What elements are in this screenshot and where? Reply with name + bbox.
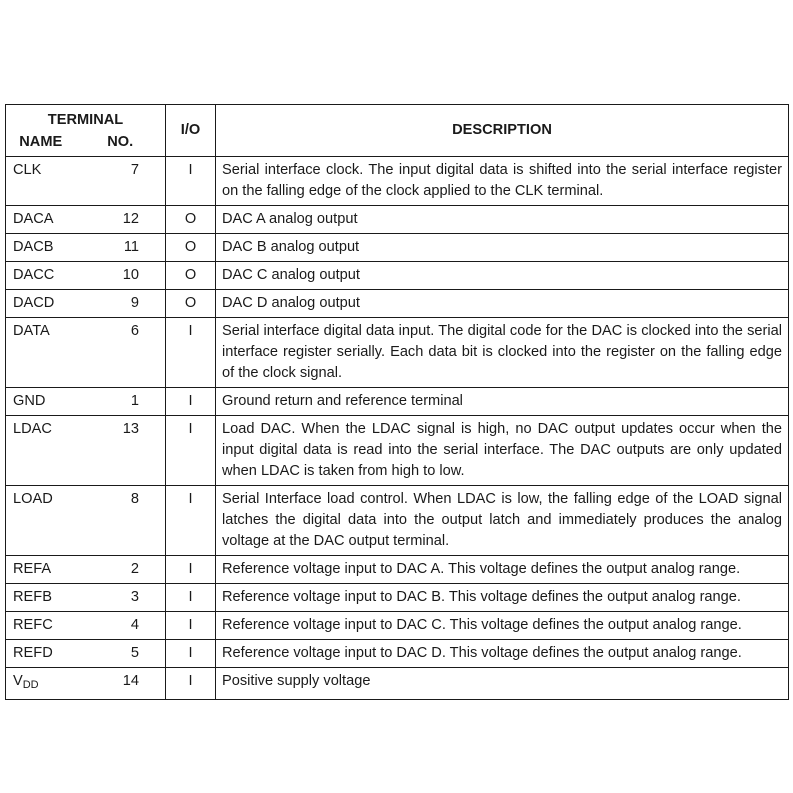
terminal-description: Serial interface digital data input. The digital code for the DAC is clocked into the serial interface register serially. Each data bit is clocked into the register on the falling edge of the clock signal. [216,318,789,388]
terminal-no: 13 [76,416,166,486]
table-row [6,262,789,290]
terminal-name: DACC [6,262,76,290]
header-io: I/O [166,105,216,157]
terminal-no: 7 [76,157,166,206]
header-row-top [6,105,789,132]
terminal-name: DATA [6,318,76,388]
terminal-io: I [166,388,216,416]
terminal-description: Reference voltage input to DAC D. This voltage defines the output analog range. [216,640,789,668]
terminal-name: GND [6,388,76,416]
header-description: DESCRIPTION [216,105,789,157]
terminal-description: Serial interface clock. The input digital data is shifted into the serial interface register on the falling edge of the clock applied to the CLK terminal. [216,157,789,206]
table-row [6,290,789,318]
terminal-description: Reference voltage input to DAC B. This voltage defines the output analog range. [216,584,789,612]
header-terminal: TERMINAL [6,105,166,132]
terminal-name: CLK [6,157,76,206]
terminal-no: 11 [76,234,166,262]
terminal-name: REFA [6,556,76,584]
terminal-io: I [166,612,216,640]
terminal-name: DACD [6,290,76,318]
terminal-name-subscript: DD [22,679,39,691]
terminal-description: DAC A analog output [216,206,789,234]
table-row [6,556,789,584]
terminal-description: DAC D analog output [216,290,789,318]
table-row [6,612,789,640]
terminal-description: Serial Interface load control. When LDAC is low, the falling edge of the LOAD signal latches the digital data into the output latch and immediately produces the analog voltage at the DAC output terminal. [216,486,789,556]
terminal-io: I [166,157,216,206]
terminal-name [6,668,76,700]
terminal-no: 12 [76,206,166,234]
table-row [6,486,789,556]
terminal-no: 3 [76,584,166,612]
table-row [6,668,789,700]
terminal-name: REFD [6,640,76,668]
terminal-io: I [166,318,216,388]
terminal-io: I [166,556,216,584]
terminal-description: Ground return and reference terminal [216,388,789,416]
terminal-no: 14 [76,668,166,700]
table-row [6,388,789,416]
terminal-description: Load DAC. When the LDAC signal is high, no DAC output updates occur when the input digital data is read into the serial interface. The DAC outputs are only updated when LDAC is taken from high to low. [216,416,789,486]
header-no: NO. [76,131,166,157]
table-row [6,584,789,612]
terminal-io: I [166,640,216,668]
terminal-io: O [166,206,216,234]
terminal-io: I [166,486,216,556]
table-row [6,206,789,234]
terminal-no: 5 [76,640,166,668]
terminal-functions-table [5,104,789,700]
terminal-no: 1 [76,388,166,416]
terminal-name: REFB [6,584,76,612]
table-row [6,416,789,486]
terminal-description: DAC B analog output [216,234,789,262]
terminal-name: DACA [6,206,76,234]
terminal-no: 4 [76,612,166,640]
terminal-no: 2 [76,556,166,584]
terminal-name-main: V [13,673,23,689]
header-name: NAME [6,131,76,157]
terminal-no: 6 [76,318,166,388]
terminal-io: O [166,290,216,318]
terminal-name: LOAD [6,486,76,556]
table-row [6,234,789,262]
terminal-no: 10 [76,262,166,290]
terminal-functions-table-container [5,104,788,700]
terminal-io: O [166,234,216,262]
table-row [6,157,789,206]
terminal-io: I [166,416,216,486]
terminal-name: LDAC [6,416,76,486]
table-row [6,318,789,388]
terminal-no: 9 [76,290,166,318]
terminal-description: Reference voltage input to DAC C. This voltage defines the output analog range. [216,612,789,640]
terminal-description: Reference voltage input to DAC A. This voltage defines the output analog range. [216,556,789,584]
terminal-io: I [166,584,216,612]
terminal-name: DACB [6,234,76,262]
terminal-io: O [166,262,216,290]
table-row [6,640,789,668]
terminal-description: Positive supply voltage [216,668,789,700]
terminal-no: 8 [76,486,166,556]
terminal-description: DAC C analog output [216,262,789,290]
terminal-io: I [166,668,216,700]
terminal-name: REFC [6,612,76,640]
